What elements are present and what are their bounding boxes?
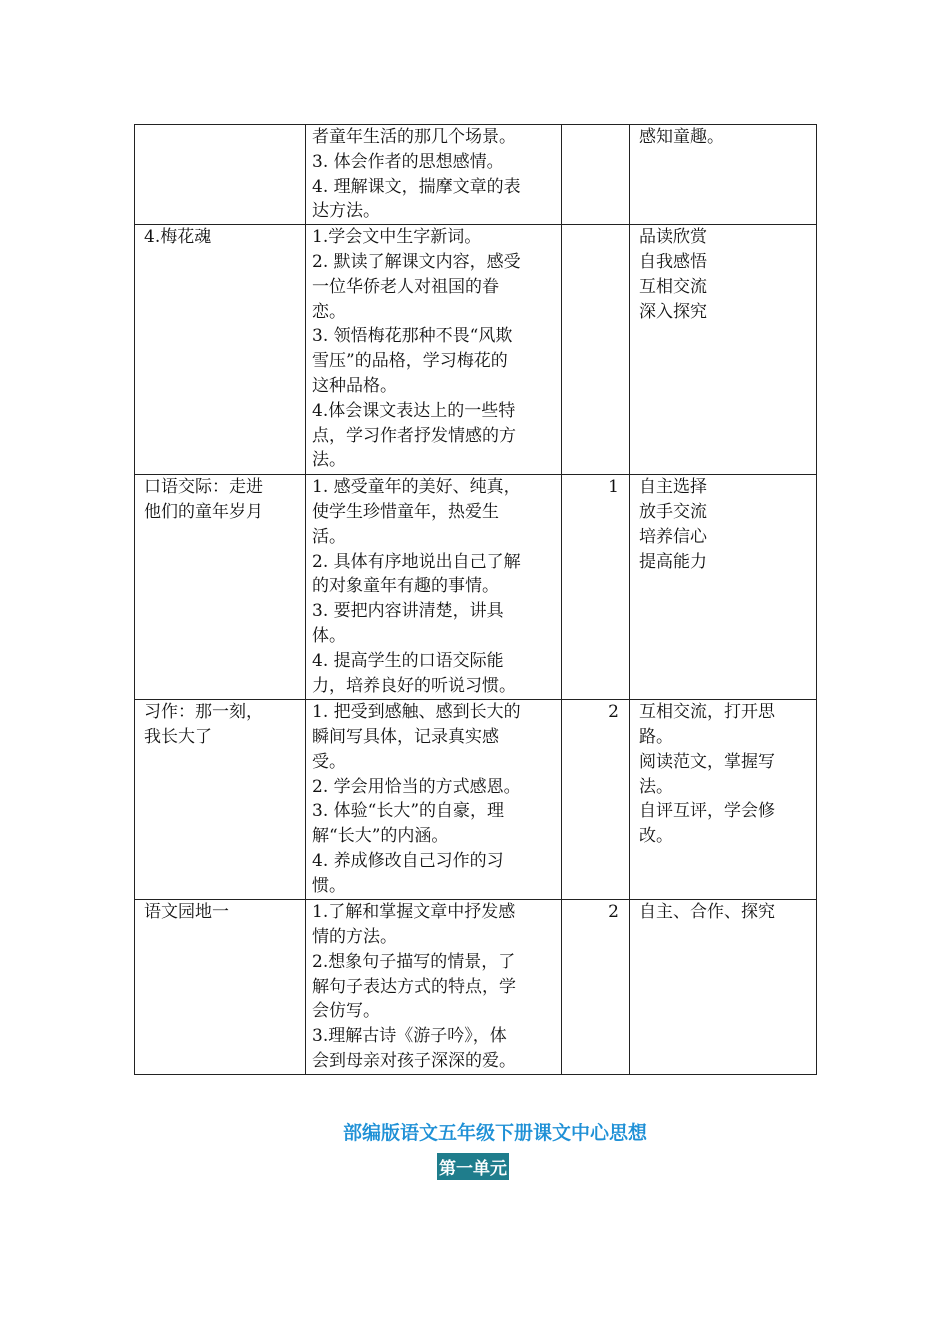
- goals-cell: [306, 475, 562, 700]
- goals-line: 3. 领悟梅花那种不畏“风欺: [312, 326, 513, 347]
- lesson-cell: [135, 700, 306, 900]
- goals-line: 瞬间写具体，记录真实感: [312, 726, 499, 747]
- lesson-cell: [135, 125, 306, 225]
- goals-cell: [306, 225, 562, 475]
- table-row: [135, 125, 817, 225]
- lesson-line: 他们的童年岁月: [144, 501, 263, 522]
- lesson-line: 语文园地一: [144, 902, 229, 923]
- goals-line: 活。: [312, 526, 346, 547]
- lesson-line: 4.梅花魂: [144, 227, 212, 248]
- hours-cell: [562, 125, 630, 225]
- lesson-line: 口语交际：走进: [144, 477, 263, 498]
- method-line: 法。: [639, 776, 673, 797]
- method-line: 互相交流，打开思: [639, 702, 775, 723]
- goals-line: 1. 感受童年的美好、纯真，: [312, 477, 521, 498]
- lesson-line: 我长大了: [144, 726, 212, 747]
- method-cell: [630, 700, 817, 900]
- table-row: [135, 475, 817, 700]
- lesson-cell: [135, 475, 306, 700]
- method-line: 路。: [639, 726, 673, 747]
- method-line: 提高能力: [639, 551, 707, 572]
- goals-line: 者童年生活的那几个场景。: [312, 127, 516, 147]
- goals-line: 法。: [312, 450, 346, 471]
- method-cell: [630, 900, 817, 1075]
- unit-label: 第一单元: [437, 1153, 509, 1180]
- lesson-cell: [135, 225, 306, 475]
- method-line: 感知童趣。: [639, 127, 724, 147]
- method-line: 培养信心: [639, 526, 707, 547]
- goals-line: 3.理解古诗《游子吟》，体: [312, 1026, 507, 1047]
- table-row: [135, 900, 817, 1075]
- goals-line: 2. 默读了解课文内容，感受: [312, 251, 521, 272]
- goals-line: 2. 具体有序地说出自己了解: [312, 551, 521, 572]
- goals-line: 4. 提高学生的口语交际能: [312, 650, 504, 671]
- goals-line: 3. 体会作者的思想感情。: [312, 151, 504, 172]
- page-heading: 部编版语文五年级下册课文中心思想: [342, 1122, 647, 1144]
- method-line: 自主、合作、探究: [639, 902, 775, 923]
- method-line: 品读欣赏: [639, 227, 707, 248]
- goals-line: 3. 体验“长大”的自豪，理: [312, 801, 505, 822]
- hours-cell: 2: [562, 700, 630, 900]
- lesson-line: 习作：那一刻，: [144, 702, 263, 723]
- goals-line: 惯。: [312, 875, 346, 896]
- goals-line: 会仿写。: [312, 1001, 380, 1022]
- goals-line: 情的方法。: [312, 926, 397, 947]
- goals-line: 2.想象句子描写的情景，了: [312, 951, 516, 972]
- goals-line: 4. 养成修改自己习作的习: [312, 850, 504, 871]
- method-line: 阅读范文，掌握写: [639, 751, 775, 772]
- method-line: 放手交流: [639, 501, 707, 522]
- method-line: 互相交流: [639, 276, 707, 297]
- method-line: 自评互评，学会修: [639, 801, 775, 822]
- method-line: 自主选择: [639, 477, 707, 498]
- table-row: [135, 225, 817, 475]
- hours-cell: 2: [562, 900, 630, 1075]
- goals-cell: [306, 125, 562, 225]
- hours-cell: 1: [562, 475, 630, 700]
- goals-line: 力，培养良好的听说习惯。: [312, 675, 516, 696]
- goals-line: 4. 理解课文，揣摩文章的表: [312, 176, 521, 197]
- goals-line: 1. 把受到感触、感到长大的: [312, 702, 521, 723]
- goals-line: 达方法。: [312, 201, 380, 222]
- goals-line: 这种品格。: [312, 375, 397, 396]
- method-cell: [630, 225, 817, 475]
- lesson-cell: [135, 900, 306, 1075]
- goals-line: 会到母亲对孩子深深的爱。: [312, 1050, 516, 1071]
- goals-line: 1.学会文中生字新词。: [312, 227, 482, 248]
- goals-line: 的对象童年有趣的事情。: [312, 576, 499, 597]
- method-line: 自我感悟: [639, 251, 707, 272]
- goals-line: 雪压”的品格，学习梅花的: [312, 351, 508, 372]
- table-row: [135, 700, 817, 900]
- goals-line: 恋。: [312, 301, 346, 322]
- goals-line: 一位华侨老人对祖国的眷: [312, 276, 499, 297]
- method-line: 改。: [639, 826, 673, 847]
- goals-cell: [306, 900, 562, 1075]
- goals-line: 解句子表达方式的特点，学: [312, 976, 516, 997]
- goals-line: 3. 要把内容讲清楚，讲具: [312, 601, 504, 622]
- goals-line: 点，学习作者抒发情感的方: [312, 425, 516, 446]
- teaching-plan-body: [135, 125, 817, 1075]
- method-line: 深入探究: [639, 301, 707, 322]
- goals-line: 2. 学会用恰当的方式感恩。: [312, 776, 521, 797]
- goals-line: 4.体会课文表达上的一些特: [312, 400, 516, 421]
- teaching-plan-table: [134, 124, 817, 1075]
- goals-line: 受。: [312, 751, 346, 772]
- hours-cell: [562, 225, 630, 475]
- goals-line: 体。: [312, 625, 346, 646]
- goals-line: 使学生珍惜童年，热爱生: [312, 501, 499, 522]
- goals-line: 解“长大”的内涵。: [312, 826, 449, 847]
- method-cell: [630, 475, 817, 700]
- method-cell: [630, 125, 817, 225]
- goals-line: 1.了解和掌握文章中抒发感: [312, 902, 516, 923]
- goals-cell: [306, 700, 562, 900]
